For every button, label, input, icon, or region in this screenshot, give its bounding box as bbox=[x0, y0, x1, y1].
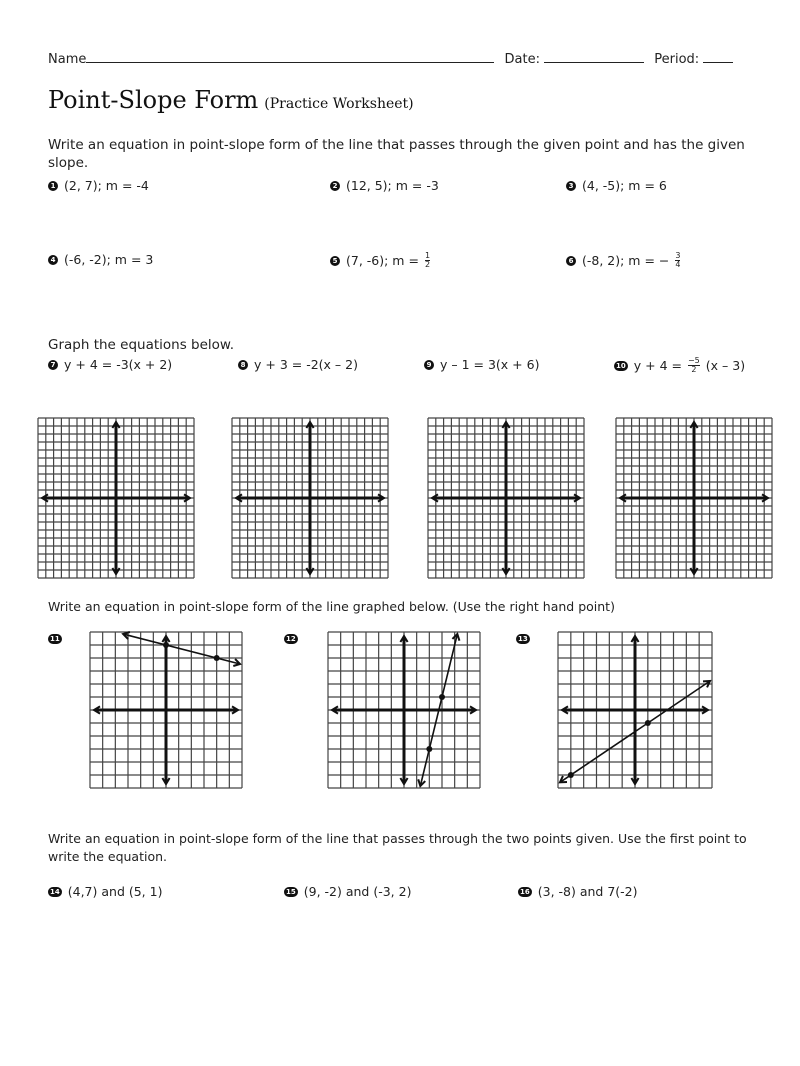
number-badge: 8 bbox=[238, 360, 248, 370]
line-point bbox=[214, 655, 220, 661]
problem-1 bbox=[48, 178, 149, 193]
numerator: 3 bbox=[675, 251, 681, 260]
numerator: −5 bbox=[687, 356, 700, 365]
graph-12 bbox=[328, 632, 480, 788]
period-label: Period: bbox=[654, 52, 700, 67]
number-badge: 15 bbox=[286, 887, 296, 896]
number-badge: 6 bbox=[566, 256, 576, 266]
line-point bbox=[645, 720, 651, 726]
graph-grid-7 bbox=[38, 418, 194, 578]
problem-4 bbox=[48, 252, 153, 267]
number-badge: 1 bbox=[48, 181, 58, 191]
section4-instructions: Write an equation in point-slope form of the line that passes through the two points given. Use the first point to write the equation. bbox=[48, 831, 747, 864]
problem-text: (x – 3) bbox=[705, 358, 746, 373]
problem-15 bbox=[284, 884, 411, 899]
number-badge: 12 bbox=[286, 635, 296, 643]
problem-text: (7, -6); m = bbox=[346, 253, 419, 268]
problem-9 bbox=[424, 357, 539, 372]
line-point bbox=[426, 746, 432, 752]
numerator: 1 bbox=[424, 251, 431, 260]
graph-grid-9 bbox=[428, 418, 584, 578]
problem-7 bbox=[48, 357, 172, 372]
problem-text: y + 3 = -2(x – 2) bbox=[254, 357, 358, 372]
name-field[interactable] bbox=[86, 50, 494, 63]
problem-text: (3, -8) and 7(-2) bbox=[537, 884, 638, 899]
number-badge: 5 bbox=[330, 256, 340, 266]
graph-13 bbox=[558, 632, 712, 788]
denominator: 4 bbox=[675, 260, 681, 269]
problem-8 bbox=[238, 357, 358, 372]
problem-text: (4, -5); m = 6 bbox=[582, 178, 667, 193]
number-badge: 13 bbox=[518, 635, 528, 643]
number-badge: 9 bbox=[424, 360, 434, 370]
number-badge: 14 bbox=[50, 887, 60, 896]
problem-text: y + 4 = -3(x + 2) bbox=[64, 357, 173, 372]
section3-instructions: Write an equation in point-slope form of the line graphed below. (Use the right hand point) bbox=[48, 599, 615, 614]
problem-text: y – 1 = 3(x + 6) bbox=[440, 357, 540, 372]
problem-3 bbox=[566, 178, 667, 193]
section2-instructions: Graph the equations below. bbox=[48, 337, 235, 353]
date-field[interactable] bbox=[544, 50, 644, 63]
number-badge: 10 bbox=[616, 361, 626, 370]
date-label: Date: bbox=[504, 52, 540, 67]
problem-text: (4,7) and (5, 1) bbox=[67, 884, 163, 899]
number-badge: 2 bbox=[330, 181, 340, 191]
title-text: Point-Slope Form bbox=[48, 86, 259, 114]
problem-text: (9, -2) and (-3, 2) bbox=[303, 884, 412, 899]
denominator: 2 bbox=[424, 260, 431, 269]
line-point bbox=[439, 694, 445, 700]
period-field[interactable] bbox=[703, 50, 733, 63]
graph-grid-10 bbox=[616, 418, 772, 578]
problem-5 bbox=[330, 252, 430, 269]
problem-11-label bbox=[48, 634, 62, 644]
fraction bbox=[688, 357, 700, 374]
section1-instructions: Write an equation in point-slope form of the line that passes through the given point and has the given slope. bbox=[48, 137, 745, 171]
number-badge: 4 bbox=[48, 255, 58, 265]
problem-13-label bbox=[516, 634, 530, 644]
problem-text: (-6, -2); m = 3 bbox=[64, 252, 154, 267]
page-title bbox=[48, 86, 414, 114]
problem-text: y + 4 = bbox=[633, 358, 682, 373]
problem-12-label bbox=[284, 634, 298, 644]
graph-grid-8 bbox=[232, 418, 388, 578]
line-point bbox=[163, 642, 169, 648]
fraction bbox=[425, 252, 430, 269]
problem-10 bbox=[614, 357, 745, 374]
fraction bbox=[675, 252, 680, 269]
problem-16 bbox=[518, 884, 638, 899]
name-label: Name bbox=[48, 52, 87, 67]
line-point bbox=[568, 772, 574, 778]
problem-2 bbox=[330, 178, 439, 193]
number-badge: 7 bbox=[48, 360, 58, 370]
problem-text: (-8, 2); m = − bbox=[582, 253, 670, 268]
denominator: 2 bbox=[691, 365, 697, 374]
number-badge: 16 bbox=[520, 887, 530, 896]
subtitle: (Practice Worksheet) bbox=[264, 96, 414, 112]
problem-14 bbox=[48, 884, 162, 899]
number-badge: 11 bbox=[50, 635, 60, 643]
problem-text: (12, 5); m = -3 bbox=[346, 178, 439, 193]
problem-text: (2, 7); m = -4 bbox=[64, 178, 149, 193]
header-line bbox=[48, 50, 733, 67]
problem-6 bbox=[566, 252, 680, 269]
graph-11 bbox=[90, 632, 242, 788]
number-badge: 3 bbox=[566, 181, 576, 191]
